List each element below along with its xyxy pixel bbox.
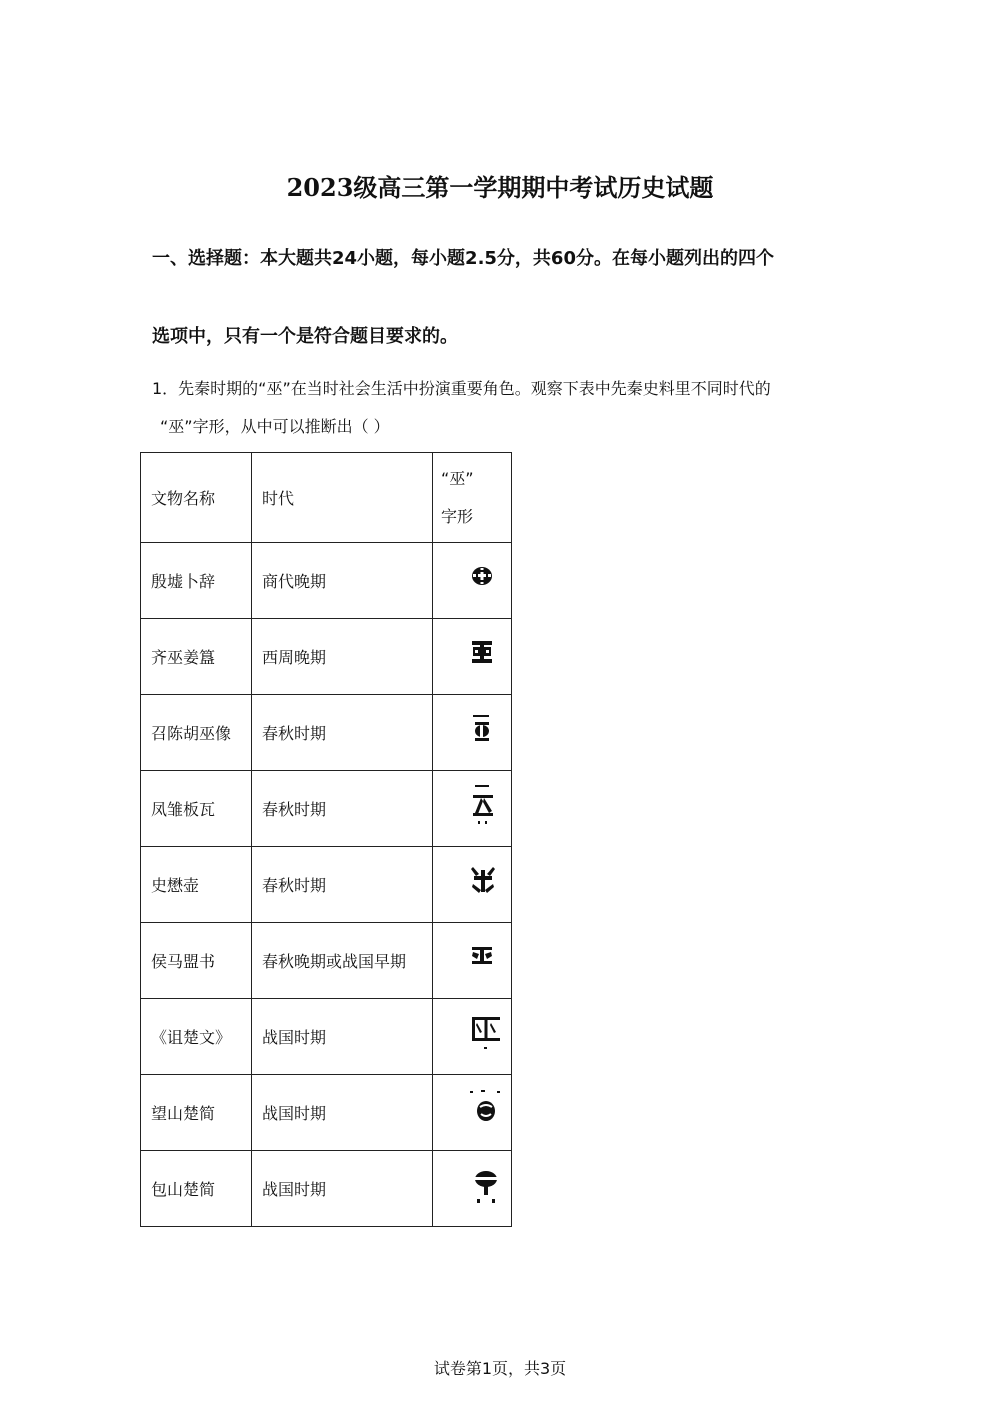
question-1-stem-line2: “巫”字形，从中可以推断出（ ） <box>160 417 390 436</box>
artifact-name: 召陈胡巫像 <box>141 695 252 771</box>
artifact-name: 齐巫姜簋 <box>141 619 252 695</box>
artifact-name: 《诅楚文》 <box>141 999 252 1075</box>
wu-glyph-image <box>469 713 495 743</box>
artifact-era: 战国时期 <box>252 999 433 1075</box>
wu-glyph-image <box>469 783 497 825</box>
glyph-cell <box>433 1075 512 1151</box>
header-glyph-line1: “巫” <box>441 468 474 488</box>
wu-glyph-image <box>469 1014 503 1050</box>
table-row <box>141 771 512 847</box>
header-glyph <box>433 453 512 543</box>
glyph-cell <box>433 923 512 999</box>
artifact-era: 春秋时期 <box>252 771 433 847</box>
wu-glyph-image <box>469 945 495 967</box>
header-glyph-line2: 字形 <box>441 506 474 526</box>
table-row <box>141 999 512 1075</box>
artifact-era: 春秋时期 <box>252 695 433 771</box>
section-heading-line1: 一、选择题：本大题共24小题，每小题2.5分，共60分。在每小题列出的四个 <box>152 248 774 269</box>
artifact-name: 殷墟卜辞 <box>141 543 252 619</box>
header-artifact-name: 文物名称 <box>141 453 252 543</box>
table-row <box>141 543 512 619</box>
table-row <box>141 847 512 923</box>
glyph-cell <box>433 695 512 771</box>
glyph-cell <box>433 543 512 619</box>
table-row <box>141 923 512 999</box>
wu-glyph-image <box>469 638 495 666</box>
wu-character-table <box>140 452 512 1227</box>
glyph-cell <box>433 619 512 695</box>
table-row <box>141 1151 512 1227</box>
artifact-era: 战国时期 <box>252 1151 433 1227</box>
artifact-era: 春秋时期 <box>252 847 433 923</box>
glyph-cell <box>433 847 512 923</box>
table-row <box>141 619 512 695</box>
page-footer: 试卷第1页，共3页 <box>433 1359 567 1378</box>
wu-glyph-image <box>469 1089 503 1127</box>
artifact-name: 史懋壶 <box>141 847 252 923</box>
glyph-cell <box>433 771 512 847</box>
artifact-name: 包山楚简 <box>141 1151 252 1227</box>
glyph-cell <box>433 999 512 1075</box>
artifact-era: 战国时期 <box>252 1075 433 1151</box>
wu-glyph-image <box>469 864 497 896</box>
artifact-name: 侯马盟书 <box>141 923 252 999</box>
artifact-era: 西周晚期 <box>252 619 433 695</box>
header-era: 时代 <box>252 453 433 543</box>
section-heading-line2: 选项中，只有一个是符合题目要求的。 <box>152 326 458 347</box>
table-row <box>141 1075 512 1151</box>
artifact-name: 凤雏板瓦 <box>141 771 252 847</box>
glyph-cell <box>433 1151 512 1227</box>
question-1-stem-line1: 1．先秦时期的“巫”在当时社会生活中扮演重要角色。观察下表中先秦史料里不同时代的 <box>152 379 771 398</box>
artifact-era: 春秋晚期或战国早期 <box>252 923 433 999</box>
exam-title: 2023级高三第一学期期中考试历史试题 <box>286 173 714 202</box>
wu-glyph-image <box>469 563 495 589</box>
artifact-name: 望山楚简 <box>141 1075 252 1151</box>
artifact-era: 商代晚期 <box>252 543 433 619</box>
table-header-row <box>141 453 512 543</box>
wu-glyph-image <box>469 1163 503 1205</box>
table-row <box>141 695 512 771</box>
